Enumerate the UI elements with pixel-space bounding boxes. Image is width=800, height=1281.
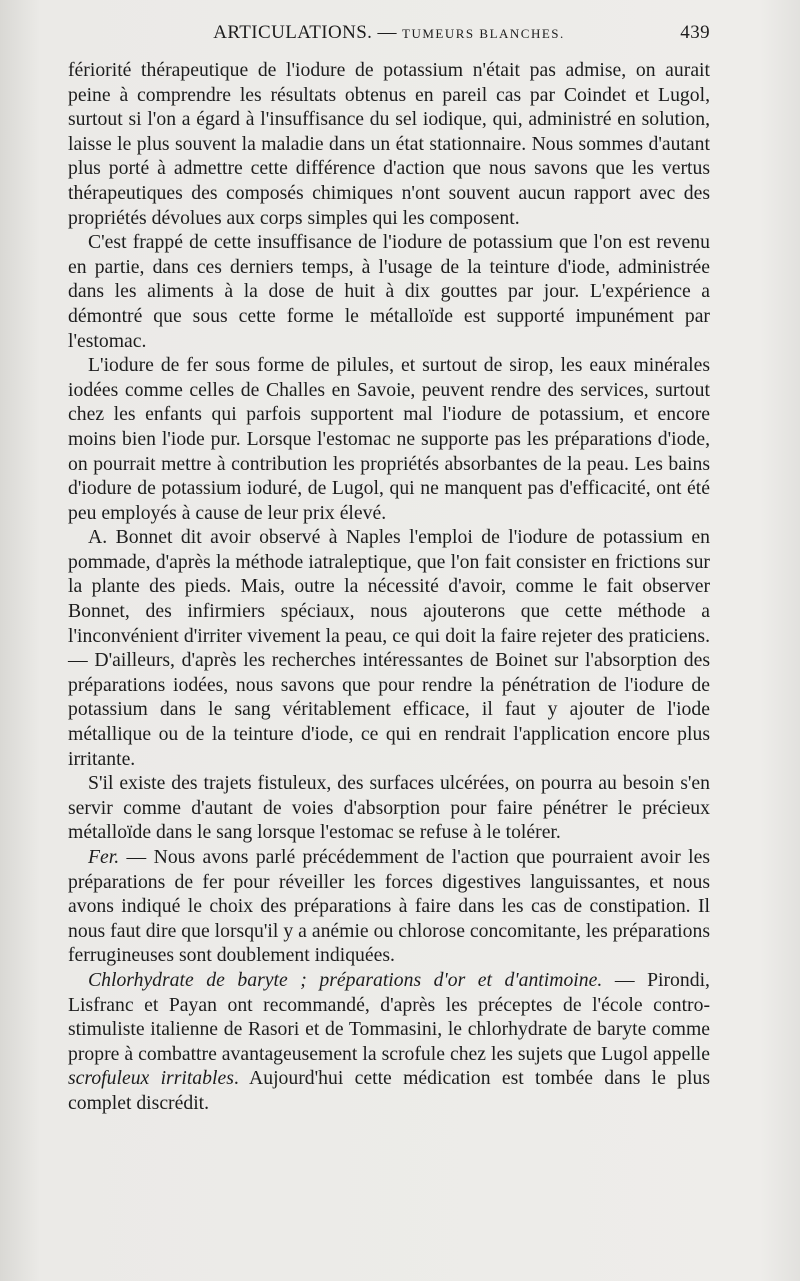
paragraph-chlorhydrate: Chlorhydrate de baryte ; préparations d'or et d'antimoine. — Pirondi, Lisfranc et Payan ont recommandé, d'après les préceptes de l'école contro-stimuliste italienne de Rasori et de Tommasini, le chlorhydrate de baryte comme propre à combattre avantageusement la scrofule chez les sujets que Lugol appelle scrofuleux irritables. Aujourd'hui cette médication est tombée dans le plus complet discrédit. — [68, 968, 710, 1114]
paragraph-4: A. Bonnet dit avoir observé à Naples l'emploi de l'iodure de potassium en pommade, d'après la méthode iatraleptique, que l'on fait consister en frictions sur la plante des pieds. Mais, outre la nécessité d'avoir, comme le fait observer Bonnet, des infirmiers spéciaux, nous ajouterons que cette méthode a l'inconvénient d'irriter vivement la peau, ce qui doit la faire rejeter des praticiens. — D'ailleurs, d'après les recherches intéressantes de Boinet sur l'absorption des préparations iodées, nous savons que pour rendre la pénétration de l'iodure de potassium dans le sang véritablement efficace, il faut y ajouter de l'iode métallique ou de la teinture d'iode, ce qui en rendrait l'application encore plus irritante. — [68, 526, 710, 770]
section-lead-fer: Fer. — [88, 846, 120, 868]
running-title — [68, 22, 710, 44]
running-header — [68, 22, 710, 50]
paragraph-fer: Fer. — Nous avons parlé précédemment de l'action que pourraient avoir les préparations de fer pour réveiller les forces digestives languissantes, et nous avons indiqué le choix des préparations à faire dans les cas de constipation. Il nous faut dire que lorsqu'il y a anémie ou chlorose concomitante, les préparations ferrugineuses sont doublement indiquées. — [68, 846, 710, 967]
paragraph-1: fériorité thérapeutique de l'iodure de potassium n'était pas admise, on aurait peine à comprendre les résultats obtenus en pareil cas par Coindet et Lugol, surtout si l'on a égard à l'insuffisance du sel iodique, qui, administré en solution, laisse le plus souvent la maladie dans un état stationnaire. Nous sommes d'autant plus porté à admettre cette différence d'action que nous savons que les vertus thérapeutiques des composés chimiques n'ont souvent aucun rapport avec des propriétés dévolues aux corps simples qui les composent. — [68, 59, 710, 229]
paragraph-3: L'iodure de fer sous forme de pilules, et surtout de sirop, les eaux minérales iodées comme celles de Challes en Savoie, peuvent rendre des services, surtout chez les enfants qui parfois supportent mal l'iodure de potassium, et encore moins bien l'iode pur. Lorsque l'estomac ne supporte pas les préparations d'iode, on pourrait mettre à contribution les propriétés absorbantes de la peau. Les bains d'iodure de potassium ioduré, de Lugol, qui ne manquent pas d'efficacité, ont été peu employés à cause de leur prix élevé. — [68, 354, 710, 524]
section-lead-chlorhydrate: Chlorhydrate de baryte ; préparations d'or et d'antimoine. — [88, 968, 603, 991]
subsection-title: TUMEURS BLANCHES. — [402, 26, 565, 41]
paragraph-2: C'est frappé de cette insuffisance de l'iodure de potassium que l'on est revenu en partie, dans ces derniers temps, à l'usage de la teinture d'iode, administrée dans les aliments à la dose de huit à dix gouttes par jour. L'expérience a démontré que sous cette forme le métalloïde est supporté impunément par l'estomac. — [68, 231, 710, 352]
header-dash: — — [377, 22, 397, 43]
body-text — [68, 58, 710, 1116]
section-title: ARTICULATIONS. — [213, 22, 373, 43]
page-number: 439 — [680, 22, 710, 43]
emphasis-scrofuleux: scrofuleux irritables — [68, 1067, 234, 1090]
paragraph-5: S'il existe des trajets fistuleux, des surfaces ulcérées, on pourra au besoin s'en servir comme d'autant de voies d'absorption pour faire pénétrer le précieux métalloïde dans le sang lorsque l'estomac se refuse à le tolérer. — [68, 772, 710, 844]
